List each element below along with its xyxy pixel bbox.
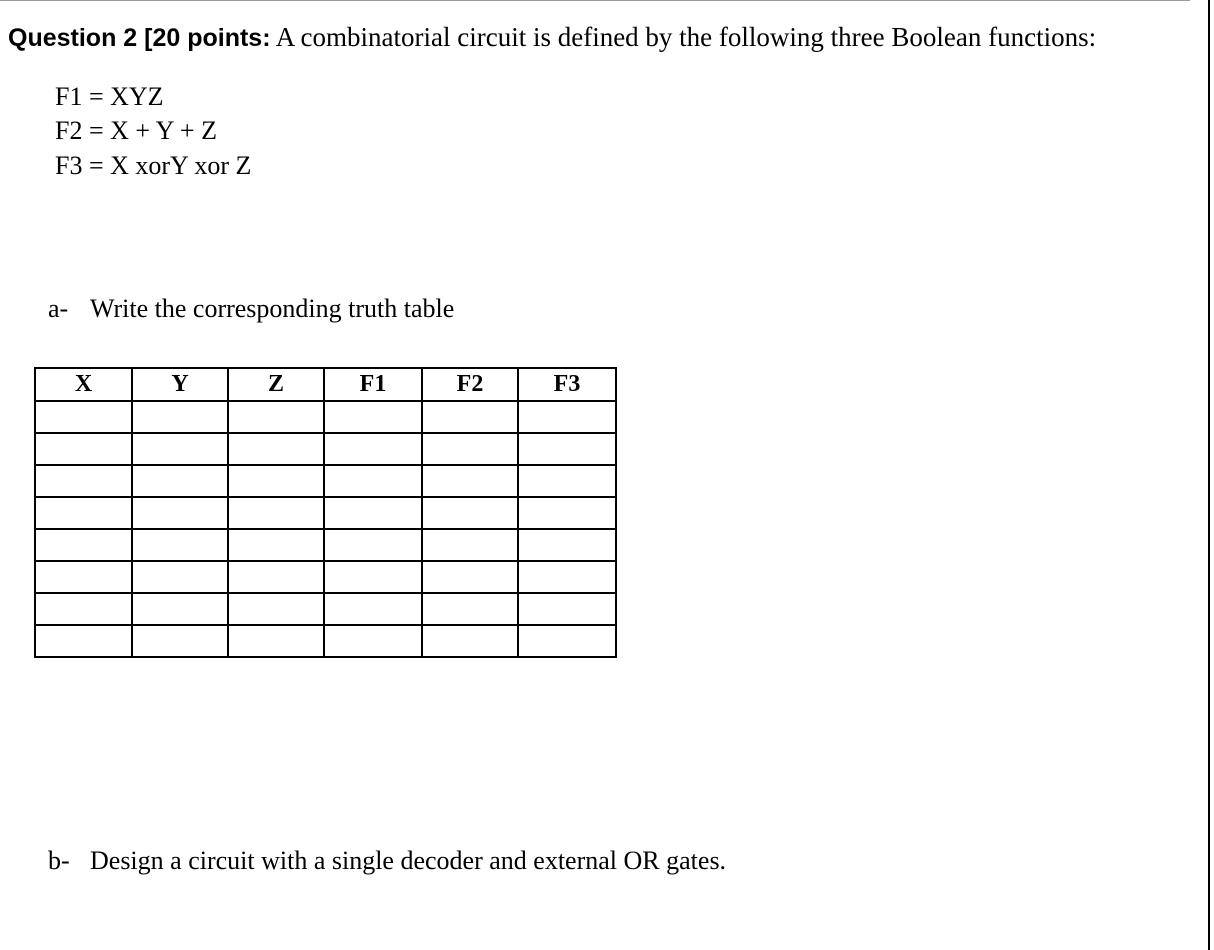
table-cell — [518, 561, 616, 593]
table-row — [35, 433, 616, 465]
table-cell — [228, 561, 324, 593]
question-heading: Question 2 [20 points: — [8, 24, 271, 52]
table-cell — [422, 561, 518, 593]
table-cell — [518, 465, 616, 497]
right-border — [1208, 0, 1210, 950]
table-row — [35, 465, 616, 497]
table-cell — [228, 593, 324, 625]
table-cell — [228, 465, 324, 497]
table-cell — [35, 497, 132, 529]
table-cell — [35, 433, 132, 465]
table-cell — [518, 433, 616, 465]
table-cell — [518, 593, 616, 625]
table-cell — [132, 625, 228, 657]
table-cell — [35, 465, 132, 497]
table-cell — [422, 497, 518, 529]
table-cell — [324, 433, 422, 465]
table-cell — [228, 497, 324, 529]
table-row — [35, 625, 616, 657]
table-cell — [324, 593, 422, 625]
table-cell — [228, 529, 324, 561]
header-f1: F1 — [324, 368, 422, 401]
table-cell — [518, 401, 616, 433]
table-cell — [228, 401, 324, 433]
table-cell — [132, 593, 228, 625]
table-cell — [324, 465, 422, 497]
table-cell — [422, 433, 518, 465]
table-cell — [132, 401, 228, 433]
header-f3: F3 — [518, 368, 616, 401]
equation-f1: F1 = XYZ — [55, 82, 164, 111]
table-row — [35, 593, 616, 625]
table-cell — [422, 625, 518, 657]
part-b — [48, 846, 726, 876]
table-cell — [422, 529, 518, 561]
table-cell — [132, 465, 228, 497]
table-cell — [518, 529, 616, 561]
table-cell — [132, 433, 228, 465]
table-row — [35, 529, 616, 561]
table-cell — [518, 497, 616, 529]
truth-table-header-row — [35, 368, 616, 401]
table-cell — [132, 529, 228, 561]
table-cell — [35, 593, 132, 625]
truth-table — [34, 367, 617, 658]
table-cell — [324, 497, 422, 529]
table-cell — [35, 401, 132, 433]
part-a-text: Write the corresponding truth table — [90, 294, 455, 323]
table-row — [35, 401, 616, 433]
part-b-marker: b- — [48, 846, 70, 875]
table-cell — [422, 401, 518, 433]
part-b-text: Design a circuit with a single decoder and external OR gates. — [90, 846, 727, 875]
table-cell — [228, 433, 324, 465]
table-cell — [132, 561, 228, 593]
table-row — [35, 561, 616, 593]
top-rule — [0, 0, 1190, 1]
table-cell — [132, 497, 228, 529]
truth-table-body — [35, 401, 616, 657]
table-cell — [35, 625, 132, 657]
table-cell — [35, 529, 132, 561]
table-cell — [422, 465, 518, 497]
part-a — [48, 294, 454, 324]
table-row — [35, 497, 616, 529]
header-y: Y — [132, 368, 228, 401]
table-cell — [518, 625, 616, 657]
table-cell — [324, 561, 422, 593]
table-cell — [324, 529, 422, 561]
header-z: Z — [228, 368, 324, 401]
equation-f3: F3 = X xorY xor Z — [55, 151, 252, 180]
table-cell — [324, 625, 422, 657]
equation-f2: F2 = X + Y + Z — [55, 116, 217, 145]
part-a-marker: a- — [48, 294, 69, 323]
header-x: X — [35, 368, 132, 401]
question-text: A combinatorial circuit is defined by the following three Boolean functions: — [270, 22, 1097, 52]
question-statement — [8, 22, 1096, 53]
table-cell — [228, 625, 324, 657]
table-cell — [422, 593, 518, 625]
header-f2: F2 — [422, 368, 518, 401]
table-cell — [324, 401, 422, 433]
table-cell — [35, 561, 132, 593]
